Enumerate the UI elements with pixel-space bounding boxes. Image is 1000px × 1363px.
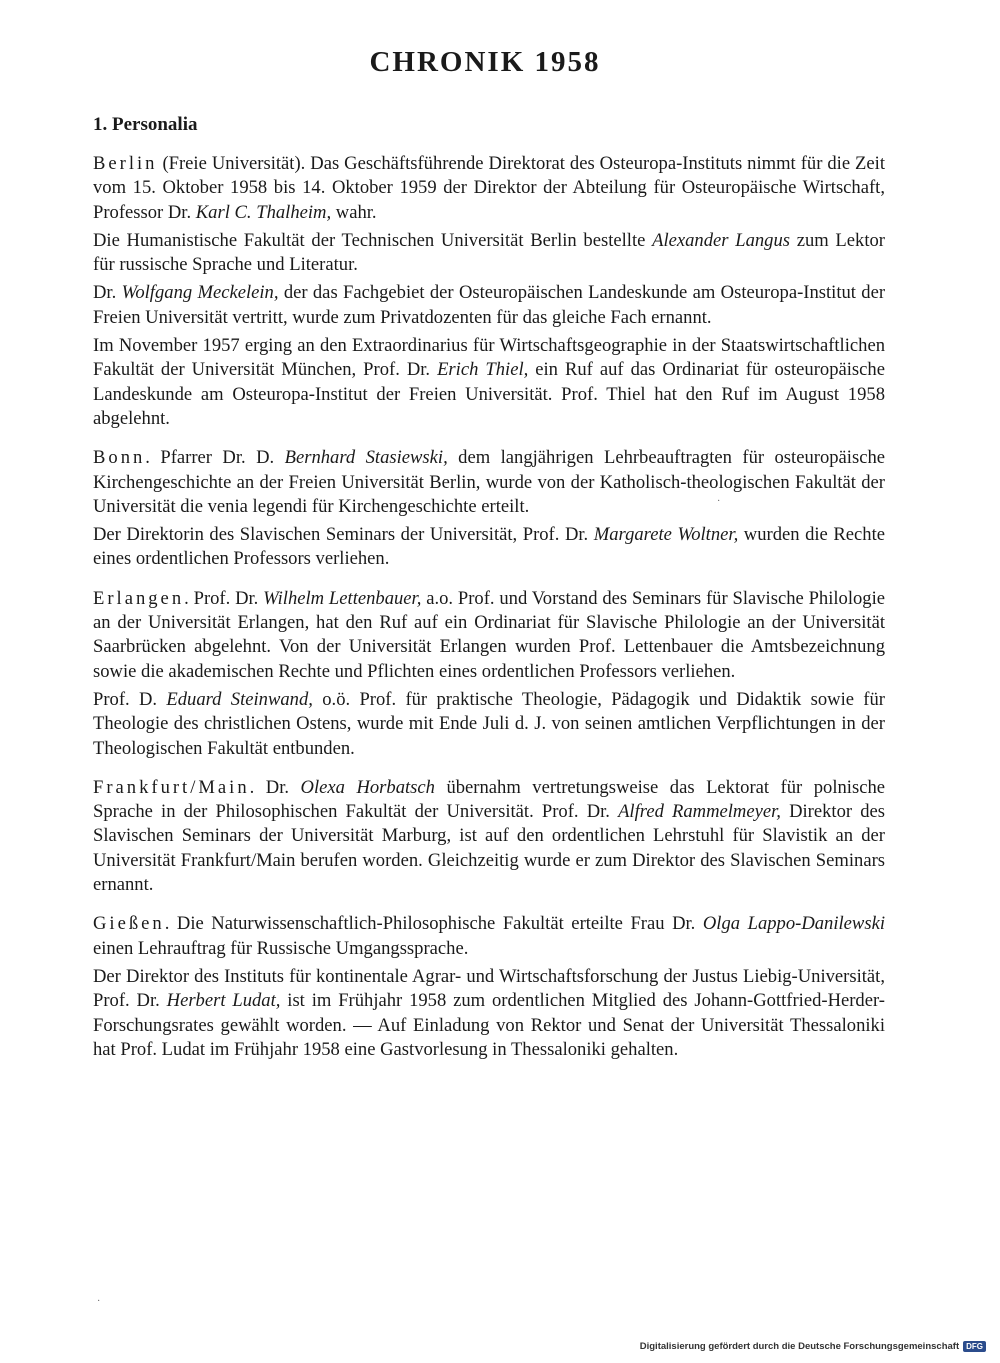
text-run: Der Direktorin des Slavischen Seminars der Universität, Prof. Dr. [93,524,594,546]
paragraph [93,152,885,225]
person-name: Eduard Steinwand, [166,688,313,710]
person-name: Olexa Horbatsch [300,776,435,798]
text-run: Der Direktor des Instituts für kontinentale Agrar- und Wirtschaftsforschung der Justus Liebig-Universität, Prof. Dr. [93,965,885,1012]
text-run: o.ö. Prof. für praktische Theologie, Pädagogik und Didaktik sowie für Theologie des christlichen Ostens, wurde mit Ende Juli d. J. von seinen amtlichen Verpflichtungen in der Theologischen Fakultät entbunden. [93,688,885,759]
paragraph [93,965,885,1062]
person-name: Herbert Ludat, [166,990,281,1012]
scan-speck: · [717,496,721,507]
paragraph [93,776,885,897]
paragraph [93,334,885,431]
paragraph [93,688,885,761]
text-run: Dr. [93,282,122,304]
text-run: dem langjährigen Lehrbeauftragten für osteuropäische Kirchengeschichte an der Freien Universität Berlin, wurde von der Katholisch-theologischen Fakultät der Universität die venia legendi für Kirchengeschichte erteilt. [93,447,885,517]
paragraph [93,587,885,684]
paragraph [93,229,885,278]
text-run: der das Fachgebiet der Osteuropäischen Landeskunde am Osteuropa-Institut der Freien Universität vertritt, wurde zum Privatdozenten für das gleiche Fach ernannt. [93,282,886,328]
person-name: Alfred Rammelmeyer, [618,801,781,823]
person-name: Bernhard Stasiewski, [284,447,448,469]
page-title: CHRONIK 1958 [369,46,601,78]
paragraph [93,912,885,961]
person-name: Margarete Woltner, [593,524,739,546]
city-name: Berlin [93,153,158,174]
text-run: wahr. [331,201,377,223]
footer-credit [640,1341,986,1352]
text-run: ein Ruf auf das Ordinariat für osteuropäische Landeskunde am Osteuropa-Institut der Freien Universität. Prof. Thiel hat den Ruf im August 1958 abgelehnt. [93,359,885,429]
text-run: (Freie Universität). Das Geschäftsführende Direktorat des Osteuropa-Instituts nimmt für die Zeit vom 15. Oktober 1958 bis 14. Oktober 1959 der Direktor der Abteilung für Osteuropäische Wirtschaft, Professor Dr. [93,153,885,223]
paragraph [93,281,885,330]
text-run: ist im Frühjahr 1958 zum ordentlichen Mitglied des Johann-Gottfried-Herder-Forschungsrates gewählt worden. — Auf Einladung von Rektor und Senat der Universität Thessaloniki hat Prof. Ludat im Frühjahr 1958 eine Gastvorlesung in Thessaloniki gehalten. [93,990,885,1060]
document-body [93,152,885,1066]
text-run: . Die Naturwissenschaftlich-Philosophische Fakultät erteilte Frau Dr. [164,913,703,935]
text-run: . Prof. Dr. [184,587,264,609]
text-run: zum Lektor für russische Sprache und Literatur. [93,229,885,276]
text-run: Direktor des Slavischen Seminars der Universität Marburg, ist auf den ordentlichen Lehrstuhl für Slavistik an der Universität Frankfurt/Main berufen worden. Gleichzeitig wurde er zum Direktor des Slavischen Seminars ernannt. [93,801,886,896]
paragraph [93,523,885,572]
city-name: Gießen [93,913,165,935]
city-name: Bonn [93,447,146,469]
paragraph [93,446,885,519]
footer-text: Digitalisierung gefördert durch die Deutsche Forschungsgemeinschaft [639,1341,960,1352]
scan-speck: · [97,1296,101,1307]
text-run: wurden die Rechte eines ordentlichen Professors verliehen. [93,524,885,570]
city-name: Frankfurt/Main [93,776,250,798]
person-name: Karl C. Thalheim, [195,201,332,223]
text-run: Prof. D. [93,688,167,710]
person-name: Olga Lappo-Danilewski [702,913,885,935]
section-heading: 1. Personalia [93,114,198,135]
text-run: übernahm vertretungsweise das Lektorat für polnische Sprache in der Philosophischen Fakultät der Universität. Prof. Dr. [93,776,885,823]
person-name: Alexander Langus [652,229,790,251]
text-run: einen Lehrauftrag für Russische Umgangssprache. [93,937,469,959]
text-run: . Pfarrer Dr. D. [145,447,285,469]
text-run: . Dr. [249,776,301,798]
text-run: a.o. Prof. und Vorstand des Seminars für Slavische Philologie an der Universität Erlangen, hat den Ruf auf ein Ordinariat für Slavische Philologie an der Universität Saarbrücken abgelehnt. Von der Universität Erlangen wurden Prof. Lettenbauer die Amtsbezeichnung sowie die akademischen Rechte und Pflichten eines ordentlichen Professors verliehen. [93,587,886,682]
person-name: Wilhelm Lettenbauer, [263,587,422,609]
person-name: Erich Thiel, [437,359,529,381]
city-name: Erlangen [93,587,185,609]
text-run: Die Humanistische Fakultät der Technischen Universität Berlin bestellte [93,229,653,251]
dfg-logo: DFG [963,1341,986,1352]
person-name: Wolfgang Meckelein, [121,282,279,304]
text-run: Im November 1957 erging an den Extraordinarius für Wirtschaftsgeographie in der Staatswirtschaftlichen Fakultät der Universität München, Prof. Dr. [93,335,885,381]
